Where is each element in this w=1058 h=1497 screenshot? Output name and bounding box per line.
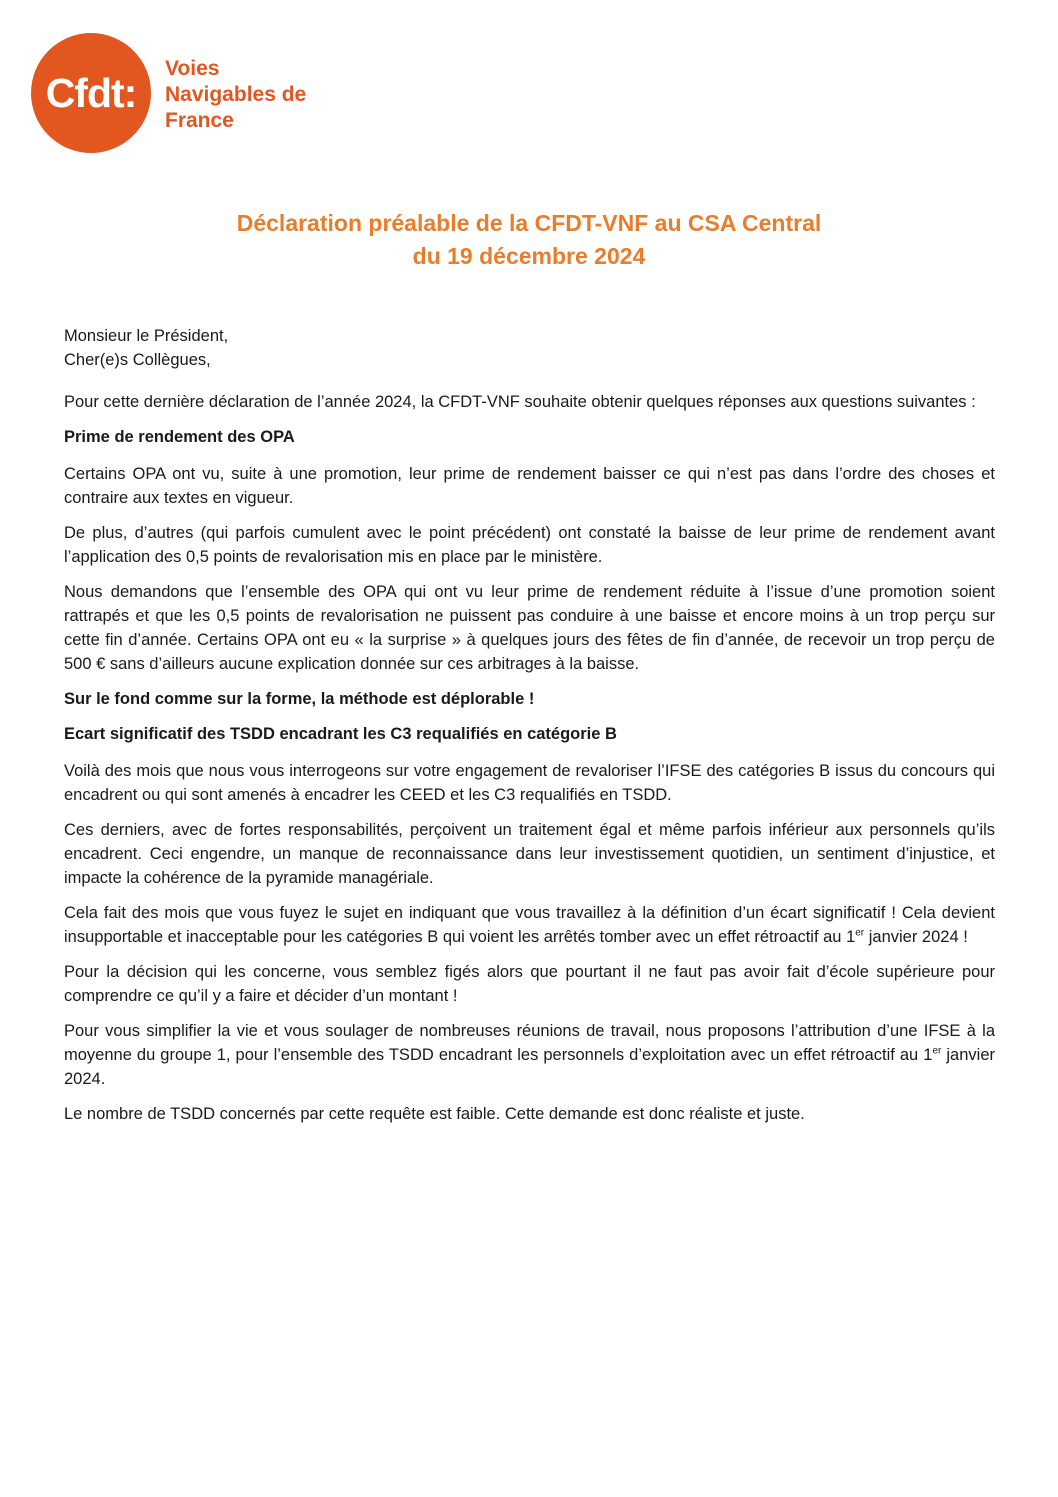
paragraph: De plus, d’autres (qui parfois cumulent avec le point précédent) ont constaté la baisse de leur prime de rendement avant l’application des 0,5 points de revalorisation mis en place par le ministère.	[64, 524, 995, 566]
title-line-2: du 19 décembre 2024	[412, 243, 646, 269]
salutation	[64, 324, 995, 372]
brand-line: France	[165, 109, 234, 132]
salutation-line: Monsieur le Président,	[64, 327, 229, 345]
superscript: er	[855, 927, 865, 939]
paragraph	[64, 1019, 995, 1091]
paragraph: Pour la décision qui les concerne, vous semblez figés alors que pourtant il ne faut pas avoir fait d’école supérieure pour comprendre ce qu’il y a faire et décider d’un montant !	[64, 963, 995, 1005]
document-body	[64, 324, 995, 1137]
brand-line: Voies	[165, 57, 220, 80]
document-title	[0, 207, 1058, 273]
brand-line: Navigables de	[165, 83, 307, 106]
text: janvier 2024.	[64, 1046, 995, 1088]
paragraph: Voilà des mois que nous vous interrogeons sur votre engagement de revaloriser l’IFSE des catégories B issus du concours qui encadrent ou qui sont amenés à encadrer les CEED et les C3 requalifiés en TSDD.	[64, 762, 995, 804]
paragraph: Ces derniers, avec de fortes responsabilités, perçoivent un traitement égal et même parfois inférieur aux personnels qu’ils encadrent. Ceci engendre, un manque de reconnaissance dans leur investissement quotidien, un sentiment d’injustice, et impacte la cohérence de la pyramide managériale.	[64, 821, 995, 887]
paragraph: Le nombre de TSDD concernés par cette requête est faible. Cette demande est donc réaliste et juste.	[64, 1105, 805, 1123]
text: Cela fait des mois que vous fuyez le sujet en indiquant que vous travaillez à la définition d’un écart significatif ! Cela devient insupportable et inacceptable pour les catégories B qui voient les arrêtés tomber avec un effet rétroactif au 1	[64, 904, 995, 946]
title-line-1: Déclaration préalable de la CFDT-VNF au CSA Central	[236, 210, 822, 236]
cfdt-logo	[31, 33, 151, 153]
conclusion-statement: Sur le fond comme sur la forme, la méthode est déplorable !	[64, 690, 535, 708]
section-heading: Ecart significatif des TSDD encadrant les C3 requalifiés en catégorie B	[64, 725, 617, 743]
text: janvier 2024 !	[864, 928, 968, 946]
text: Pour vous simplifier la vie et vous soulager de nombreuses réunions de travail, nous proposons l’attribution d’une IFSE à la moyenne du groupe 1, pour l’ensemble des TSDD encadrant les personnels d’exploitation avec un effet rétroactif au 1	[64, 1022, 995, 1064]
brand-name	[165, 56, 306, 134]
section-heading: Prime de rendement des OPA	[64, 428, 295, 446]
salutation-line: Cher(e)s Collègues,	[64, 351, 211, 369]
paragraph: Certains OPA ont vu, suite à une promotion, leur prime de rendement baisser ce qui n’est pas dans l’ordre des choses et contraire aux textes en vigueur.	[64, 465, 995, 507]
logo-text: Cfdt:	[45, 69, 137, 116]
paragraph: Nous demandons que l’ensemble des OPA qui ont vu leur prime de rendement réduite à l’issue d’une promotion soient rattrapés et que les 0,5 points de revalorisation ne puissent pas conduire à une baisse et encore moins à un trop perçu sur cette fin d’année. Certains OPA ont eu « la surprise » à quelques jours des fêtes de fin d’année, de recevoir un trop perçu de 500 € sans d’ailleurs aucune explication donnée sur ces arbitrages à la baisse.	[64, 583, 995, 673]
intro-paragraph: Pour cette dernière déclaration de l’année 2024, la CFDT-VNF souhaite obtenir quelques réponses aux questions suivantes :	[64, 393, 976, 411]
superscript: er	[932, 1045, 942, 1057]
paragraph	[64, 901, 995, 949]
